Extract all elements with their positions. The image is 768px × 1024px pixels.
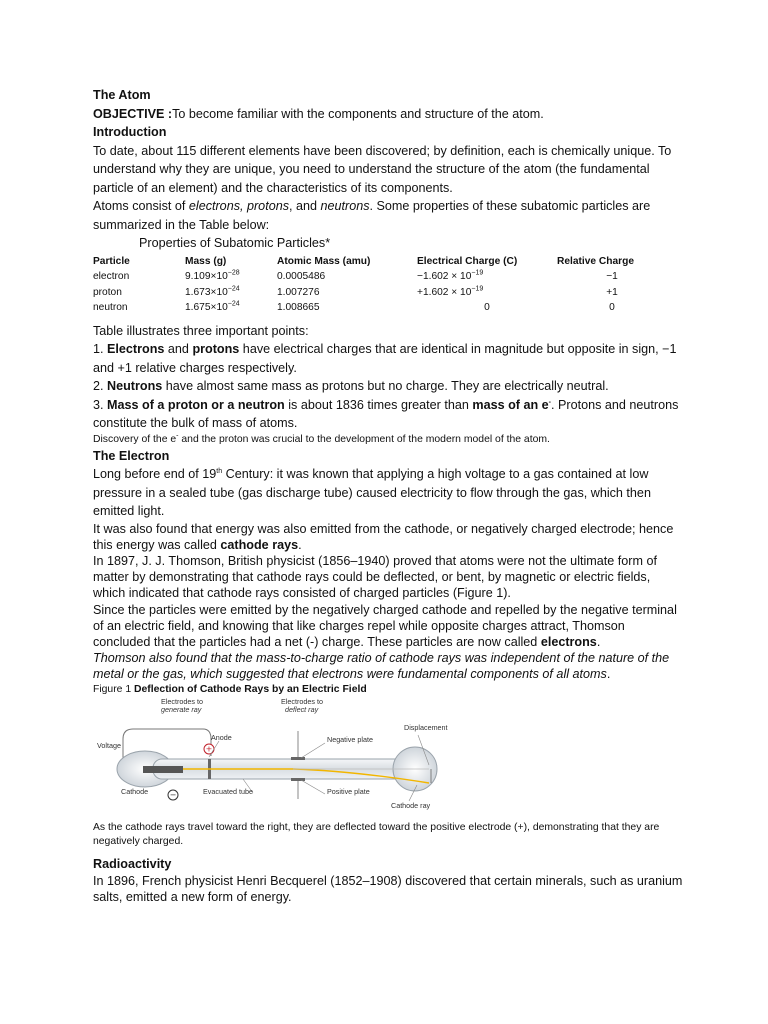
electron-paragraph-1 [93, 465, 683, 521]
table-cell-charge [417, 285, 557, 301]
superscript: th [216, 467, 223, 475]
figure-note: As the cathode rays travel toward the right, they are deflected toward the positive electrode (+), demonstrating that they are negatively charged. [93, 821, 660, 847]
charge-base: −1.602 × 10 [417, 271, 472, 283]
introduction-heading: Introduction [93, 125, 167, 139]
cathode-ray-tube-diagram [93, 696, 463, 817]
table-points-intro: Table illustrates three important points: [93, 323, 309, 338]
cathode-electrode [143, 766, 183, 773]
point-bold: Neutrons [107, 379, 163, 393]
table-header: Particle [93, 255, 130, 267]
negative-plate-leader [301, 743, 325, 758]
point-text: have electrical charges that are identical in magnitude but opposite in sign, −1 and +1 relative charges respectively. [93, 342, 677, 375]
paragraph-text: Since the particles were emitted by the negatively charged cathode and repelled by the negative terminal of an electric field, and knowing that like charges repel while opposite charges attract, Thomson concluded that the particles had a net (-) charge. These particles are now called [93, 602, 677, 649]
paragraph-text: . [596, 634, 601, 649]
negative-plate [291, 757, 305, 760]
point-bold: protons [192, 342, 240, 356]
table-row [93, 300, 667, 316]
page-title: The Atom [93, 88, 151, 102]
table-cell-charge: 0 [484, 302, 490, 314]
label-generate-ray: generate ray [161, 704, 202, 714]
point-text: and [164, 342, 193, 356]
charge-exponent: −19 [471, 285, 484, 293]
electron-paragraph-5 [93, 650, 683, 682]
label-electrodes-generate: Electrodes to [161, 696, 203, 706]
discovery-text: and the proton was crucial to the development of the modern model of the atom. [178, 433, 550, 445]
paragraph-bold: electrons [540, 634, 597, 649]
point-bold [472, 398, 551, 412]
electron-heading: The Electron [93, 448, 170, 463]
table-cell-amu: 1.007276 [277, 286, 320, 298]
table-title: Properties of Subatomic Particles* [139, 236, 331, 250]
table-cell-particle: electron [93, 271, 130, 283]
table-header-row [93, 253, 667, 269]
table-cell-relative: +1 [606, 286, 618, 298]
charge-base: +1.602 × 10 [417, 286, 472, 298]
point-3 [93, 396, 683, 433]
paragraph-text: . [298, 537, 302, 552]
atoms-text-and: , and [289, 199, 321, 213]
minus-sign: − [169, 790, 177, 800]
point-2 [93, 377, 683, 396]
atoms-text-neutrons: neutrons [320, 199, 370, 213]
label-cathode-ray: Cathode ray [391, 800, 431, 810]
electron-paragraph-2 [93, 521, 683, 553]
figure-caption [93, 683, 683, 697]
point-text: . Protons and neutrons constitute the bulk of mass of atoms. [93, 397, 679, 430]
point-bold: Electrons [107, 342, 165, 356]
table-cell-particle: proton [93, 286, 122, 298]
label-deflect-ray: deflect ray [285, 704, 319, 714]
table-header: Atomic Mass (amu) [277, 255, 371, 267]
point-bold: Mass of a proton or a neutron [107, 397, 285, 412]
table-header: Electrical Charge (C) [417, 255, 518, 267]
table-cell-mass [185, 269, 277, 285]
label-positive-plate: Positive plate [327, 786, 370, 796]
figure-caption-title: Deflection of Cathode Rays by an Electric Field [134, 683, 367, 695]
table-cell-charge [417, 269, 557, 285]
intro-paragraph: To date, about 115 different elements have been discovered; by definition, each is chemically unique. To understand why they are unique, you need to understand the structure of the atom (the fundamental particle of an element) and the characteristics of its components. [93, 143, 672, 195]
cathode-ray-figure [93, 696, 463, 817]
label-anode: Anode [211, 732, 232, 742]
objective-label: OBJECTIVE : [93, 106, 173, 121]
table-cell-amu: 0.0005486 [277, 271, 326, 283]
superscript: - [176, 432, 179, 440]
paragraph-text: Long before end of 19 [93, 467, 217, 481]
table-header: Relative Charge [557, 255, 635, 267]
table-cell-relative: −1 [606, 271, 618, 283]
point-text: have almost same mass as protons but no charge. They are electrically neutral. [162, 379, 609, 393]
atoms-text-pre: Atoms consist of [93, 199, 189, 213]
mass-exponent: −24 [227, 285, 240, 293]
mass-exponent: −24 [227, 300, 240, 308]
mass-base: 1.673×10 [185, 286, 228, 298]
label-negative-plate: Negative plate [327, 734, 373, 744]
objective-text: To become familiar with the components and structure of the atom. [172, 106, 544, 121]
charge-exponent: −19 [471, 269, 484, 277]
plus-sign: + [205, 744, 213, 754]
mass-base: 1.675×10 [185, 302, 228, 314]
point-1 [93, 340, 683, 377]
label-cathode: Cathode [121, 786, 149, 796]
document-content [93, 86, 683, 905]
paragraph-italic: Thomson also found that the mass-to-charge ratio of cathode rays was independent of the nature of the metal or the gas, which suggested that electrons were fundamental components of all atoms [93, 651, 670, 682]
mass-base: 9.109×10 [185, 271, 228, 283]
table-cell-amu: 1.008665 [277, 302, 320, 314]
table-cell-particle: neutron [93, 302, 128, 314]
label-voltage: Voltage [97, 740, 121, 750]
paragraph-text: Century: it was known that applying a high voltage to a gas contained at low pressure in a sealed tube (gas discharge tube) caused electricity to flow through the gas, which then emitted light. [93, 467, 651, 518]
table-cell-mass [185, 285, 277, 301]
table-row [93, 269, 667, 285]
label-evacuated-tube: Evacuated tube [203, 786, 253, 796]
label-displacement: Displacement [404, 722, 448, 732]
table-cell-relative: 0 [609, 302, 615, 314]
radioactivity-heading: Radioactivity [93, 856, 172, 871]
paragraph-text: It was also found that energy was also emitted from the cathode, or negatively charged electrode; hence this energy was called [93, 521, 674, 552]
positive-plate-leader [301, 780, 325, 794]
atoms-paragraph [93, 197, 683, 234]
atoms-text-post: . Some properties of these subatomic particles are summarized in the Table below: [93, 199, 651, 232]
paragraph-bold: cathode rays [220, 537, 299, 552]
figure-caption-label: Figure 1 [93, 683, 135, 695]
discovery-note [93, 433, 683, 447]
radioactivity-paragraph: In 1896, French physicist Henri Becquerel (1852–1908) discovered that certain minerals, such as uranium salts, emitted a new form of energy. [93, 874, 683, 905]
mass-exponent: −28 [227, 269, 240, 277]
paragraph-text: . [606, 667, 611, 682]
table-row [93, 285, 667, 301]
point-text: is about 1836 times greater than [284, 397, 473, 412]
subatomic-particles-table [93, 253, 667, 316]
electron-paragraph-4 [93, 602, 683, 651]
atoms-text-electrons: electrons, protons [188, 199, 289, 213]
discovery-text: Discovery of the e [93, 433, 177, 445]
superscript: - [548, 398, 552, 406]
positive-plate [291, 778, 305, 781]
label-electrodes-deflect: Electrodes to [281, 696, 323, 706]
point-number: 3. [93, 397, 108, 412]
objective-line [93, 105, 683, 124]
electron-paragraph-3: In 1897, J. J. Thomson, British physicist (1856–1940) proved that atoms were not the ultimate form of matter by demonstrating that cathode rays could be deflected, or bent, by magnetic or electric fields, which indicated that cathode rays consisted of charged particles (Figure 1). [93, 553, 657, 601]
table-header: Mass (g) [185, 255, 227, 267]
point-number: 1. [93, 342, 108, 356]
table-cell-mass [185, 300, 277, 316]
point-number: 2. [93, 379, 108, 393]
point-bold-text: mass of an e [472, 397, 549, 412]
